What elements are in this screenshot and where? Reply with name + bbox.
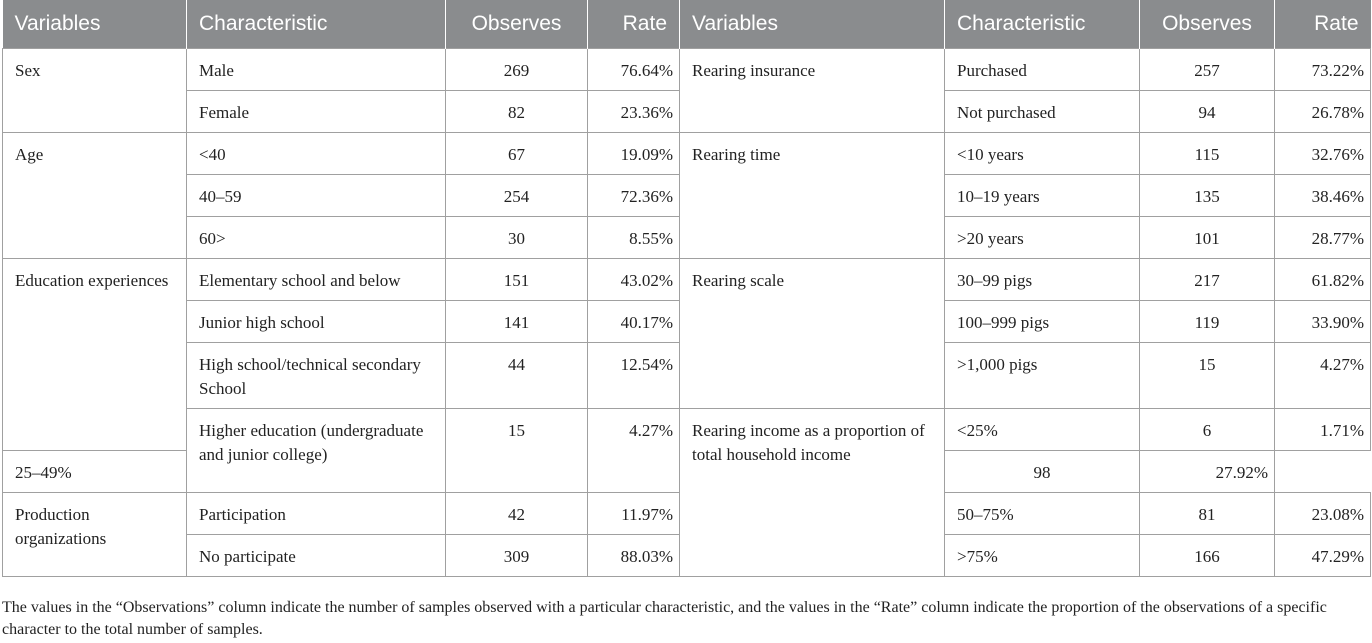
characteristic-cell: 100–999 pigs [945, 301, 1140, 343]
variable-rearing-income: Rearing income as a proportion of total household income [680, 409, 945, 577]
characteristic-cell: 25–49% [3, 451, 187, 493]
variable-rearing-insurance: Rearing insurance [680, 49, 945, 133]
observes-cell: 254 [446, 175, 588, 217]
characteristic-cell: >75% [945, 535, 1140, 577]
characteristic-cell: High school/technical secondary School [187, 343, 446, 409]
observes-cell: 101 [1140, 217, 1275, 259]
observes-cell: 94 [1140, 91, 1275, 133]
rate-cell: 32.76% [1275, 133, 1371, 175]
characteristic-cell: No participate [187, 535, 446, 577]
header-observes-2: Observes [1140, 0, 1275, 49]
observes-cell: 30 [446, 217, 588, 259]
observes-cell: 257 [1140, 49, 1275, 91]
characteristic-cell: Male [187, 49, 446, 91]
data-table [2, 0, 1371, 577]
characteristic-cell: 40–59 [187, 175, 446, 217]
variable-education: Education experiences [3, 259, 187, 451]
observes-cell: 151 [446, 259, 588, 301]
characteristic-cell: 30–99 pigs [945, 259, 1140, 301]
rate-cell: 27.92% [1140, 451, 1275, 493]
rate-cell: 26.78% [1275, 91, 1371, 133]
rate-cell: 76.64% [588, 49, 680, 91]
characteristic-cell: <25% [945, 409, 1140, 451]
rate-cell: 72.36% [588, 175, 680, 217]
header-variables-2: Variables [680, 0, 945, 49]
header-variables: Variables [3, 0, 187, 49]
variable-age: Age [3, 133, 187, 259]
characteristic-cell: >20 years [945, 217, 1140, 259]
observes-cell: 115 [1140, 133, 1275, 175]
rate-cell: 38.46% [1275, 175, 1371, 217]
header-characteristic-2: Characteristic [945, 0, 1140, 49]
observes-cell: 82 [446, 91, 588, 133]
rate-cell: 40.17% [588, 301, 680, 343]
rate-cell: 73.22% [1275, 49, 1371, 91]
rate-cell: 4.27% [588, 409, 680, 493]
header-observes: Observes [446, 0, 588, 49]
header-row [3, 0, 1371, 49]
variable-rearing-scale: Rearing scale [680, 259, 945, 409]
observes-cell: 44 [446, 343, 588, 409]
observes-cell: 119 [1140, 301, 1275, 343]
observes-cell: 81 [1140, 493, 1275, 535]
rate-cell: 28.77% [1275, 217, 1371, 259]
rate-cell: 33.90% [1275, 301, 1371, 343]
characteristic-cell: <10 years [945, 133, 1140, 175]
characteristic-cell: Elementary school and below [187, 259, 446, 301]
observes-cell: 141 [446, 301, 588, 343]
table-footnote: The values in the “Observations” column indicate the number of samples observed with a particular characteristic, and the values in the “Rate” column indicate the proportion of the observations of a specific character to the total number of samples. [2, 599, 1327, 638]
rate-cell: 47.29% [1275, 535, 1371, 577]
observes-cell: 98 [945, 451, 1140, 493]
rate-cell: 23.36% [588, 91, 680, 133]
table-row [3, 133, 1371, 175]
characteristic-cell: Participation [187, 493, 446, 535]
observes-cell: 135 [1140, 175, 1275, 217]
rate-cell: 8.55% [588, 217, 680, 259]
characteristic-cell: 50–75% [945, 493, 1140, 535]
rate-cell: 11.97% [588, 493, 680, 535]
variable-rearing-time: Rearing time [680, 133, 945, 259]
table-row [3, 409, 1371, 451]
variable-production: Production organizations [3, 493, 187, 577]
observes-cell: 217 [1140, 259, 1275, 301]
rate-cell: 61.82% [1275, 259, 1371, 301]
characteristic-cell: Junior high school [187, 301, 446, 343]
rate-cell: 12.54% [588, 343, 680, 409]
rate-cell: 4.27% [1275, 343, 1371, 409]
characteristic-cell: 60> [187, 217, 446, 259]
variable-sex: Sex [3, 49, 187, 133]
characteristic-cell: Purchased [945, 49, 1140, 91]
rate-cell: 19.09% [588, 133, 680, 175]
observes-cell: 67 [446, 133, 588, 175]
observes-cell: 269 [446, 49, 588, 91]
characteristic-cell: 10–19 years [945, 175, 1140, 217]
observes-cell: 6 [1140, 409, 1275, 451]
rate-cell: 1.71% [1275, 409, 1371, 451]
observes-cell: 15 [446, 409, 588, 493]
observes-cell: 15 [1140, 343, 1275, 409]
table-row [3, 259, 1371, 301]
rate-cell: 23.08% [1275, 493, 1371, 535]
header-characteristic: Characteristic [187, 0, 446, 49]
characteristic-cell: <40 [187, 133, 446, 175]
observes-cell: 42 [446, 493, 588, 535]
observes-cell: 309 [446, 535, 588, 577]
characteristic-cell: Not purchased [945, 91, 1140, 133]
characteristic-cell: >1,000 pigs [945, 343, 1140, 409]
observes-cell: 166 [1140, 535, 1275, 577]
rate-cell: 43.02% [588, 259, 680, 301]
header-rate-2: Rate [1275, 0, 1371, 49]
characteristic-cell: Female [187, 91, 446, 133]
table-row [3, 49, 1371, 91]
header-rate: Rate [588, 0, 680, 49]
rate-cell: 88.03% [588, 535, 680, 577]
characteristic-cell: Higher education (undergraduate and junior college) [187, 409, 446, 493]
